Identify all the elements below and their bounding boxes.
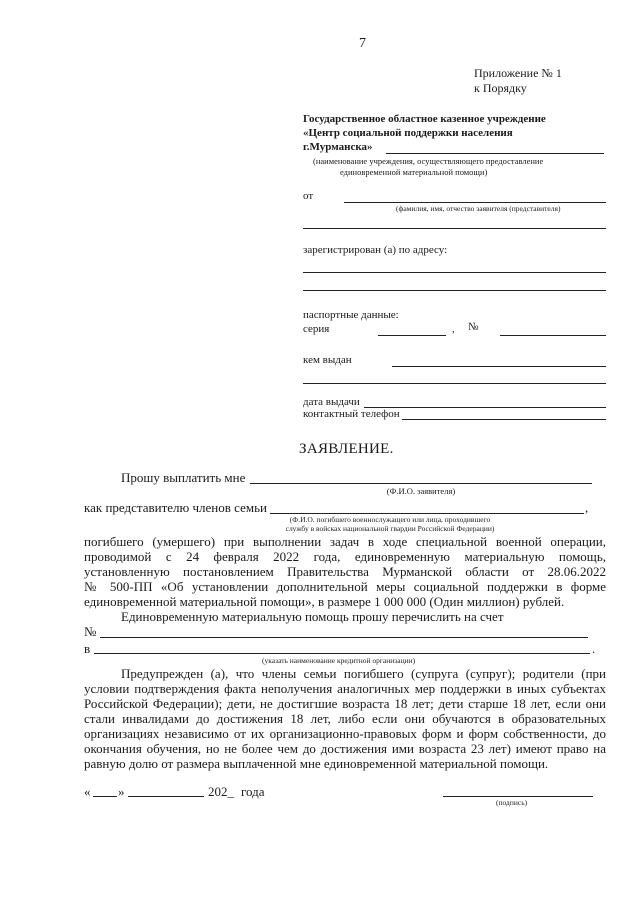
para2-line-1: Предупрежден (а), что члены семьи погибшего (супруга (супруг); родители (при: [121, 666, 606, 681]
date-quote-close: »: [118, 784, 125, 799]
registered-label: зарегистрирован (а) по адресу:: [303, 244, 448, 256]
phone-field[interactable]: [402, 419, 606, 420]
appendix-subtitle: к Порядку: [474, 81, 527, 95]
bank-name-field[interactable]: [94, 653, 590, 654]
request-caption: (Ф.И.О. заявителя): [386, 486, 456, 496]
signature-caption: (подпись): [496, 798, 528, 807]
deceased-caption-1: (Ф.И.О. погибшего военнослужащего или лица, проходившего: [289, 515, 491, 524]
para2-line-5: организациях независимо от их организационно-правовых форм и форм собственности, до: [84, 726, 606, 741]
series-comma: ,: [452, 323, 455, 335]
para1-line-4: № 500-ПП «Об установлении дополнительной меры социальной поддержки в форме: [84, 579, 606, 594]
bank-label: в: [84, 641, 91, 656]
deceased-caption-2: службу в войсках национальной гвардии Российской Федерации): [285, 524, 495, 533]
para2-line-4: стали инвалидами до достижения 18 лет, либо если они обучаются в образовательных: [84, 711, 606, 726]
request-label: Прошу выплатить мне: [121, 470, 246, 485]
applicant-name-field[interactable]: [250, 483, 592, 484]
institution-caption-1: (наименование учреждения, осуществляющего предоставление: [313, 156, 544, 166]
para1-line-5: единовременной материальной помощи», в размере 1 000 000 (Один миллион) рублей.: [84, 594, 565, 609]
para1-line-1: погибшего (умершего) при выполнении задач в ходе специальной военной операции,: [84, 534, 606, 549]
from-field[interactable]: [344, 202, 606, 203]
para2-line-3: Российской Федерации); дети, не достигшие возраста 18 лет; дети старше 18 лет, если они: [84, 696, 606, 711]
bank-caption: (указать наименование кредитной организации): [262, 656, 416, 665]
page-number: 7: [359, 36, 366, 51]
institution-underline: [386, 153, 604, 154]
issued-by-field-2[interactable]: [303, 383, 606, 384]
deceased-name-field[interactable]: [270, 513, 584, 514]
series-field[interactable]: [378, 335, 446, 336]
bank-period: .: [592, 641, 596, 656]
representative-comma: ,: [585, 500, 589, 515]
account-number-label: №: [84, 624, 97, 639]
passport-number-field[interactable]: [500, 335, 606, 336]
date-quote-open: «: [84, 784, 91, 799]
para2-line-6: окончания обучения, но не более чем до достижения ими возраста 23 лет) имеют право на: [84, 741, 606, 756]
para2-line-2: условии подтверждения факта неполучения аналогичных мер поддержки в иных субъектах: [84, 681, 606, 696]
date-day-field[interactable]: [93, 796, 117, 797]
para2-line-7: равную долю от размера выплаченной мне единовременной материальной помощи.: [84, 756, 549, 771]
phone-label: контактный телефон: [303, 408, 400, 420]
issued-by-field[interactable]: [392, 366, 606, 367]
address-field-1[interactable]: [303, 272, 606, 273]
date-year-word: года: [241, 784, 265, 799]
from-field-2[interactable]: [303, 228, 606, 229]
from-label: от: [303, 190, 314, 202]
issue-date-label: дата выдачи: [303, 396, 360, 408]
from-caption: (фамилия, имя, отчество заявителя (представителя): [396, 204, 561, 213]
appendix-title: Приложение № 1: [474, 66, 562, 80]
institution-caption-2: единовременной материальной помощи): [340, 167, 488, 177]
institution-line-1: Государственное областное казенное учреждение: [303, 113, 546, 125]
representative-label: как представителю членов семьи: [84, 500, 267, 515]
institution-line-2: «Центр социальной поддержки населения: [303, 127, 513, 139]
passport-label: паспортные данные:: [303, 309, 399, 321]
account-number-field[interactable]: [100, 637, 588, 638]
signature-field[interactable]: [443, 796, 593, 797]
date-year: 202_: [208, 784, 234, 799]
issue-date-field[interactable]: [364, 407, 606, 408]
date-month-field[interactable]: [128, 796, 204, 797]
transfer-label: Единовременную материальную помощь прошу перечислить на счет: [121, 609, 504, 624]
institution-line-3: г.Мурманска»: [303, 141, 373, 153]
document-title: ЗАЯВЛЕНИЕ.: [299, 441, 394, 457]
para1-line-3: установленную постановлением Правительства Мурманской области от 28.06.2022: [84, 564, 606, 579]
address-field-2[interactable]: [303, 290, 606, 291]
number-label: №: [468, 321, 479, 333]
issued-by-label: кем выдан: [303, 354, 352, 366]
series-label: серия: [303, 323, 330, 335]
para1-line-2: проводимой с 24 февраля 2022 года, единовременную материальную помощь,: [84, 549, 606, 564]
